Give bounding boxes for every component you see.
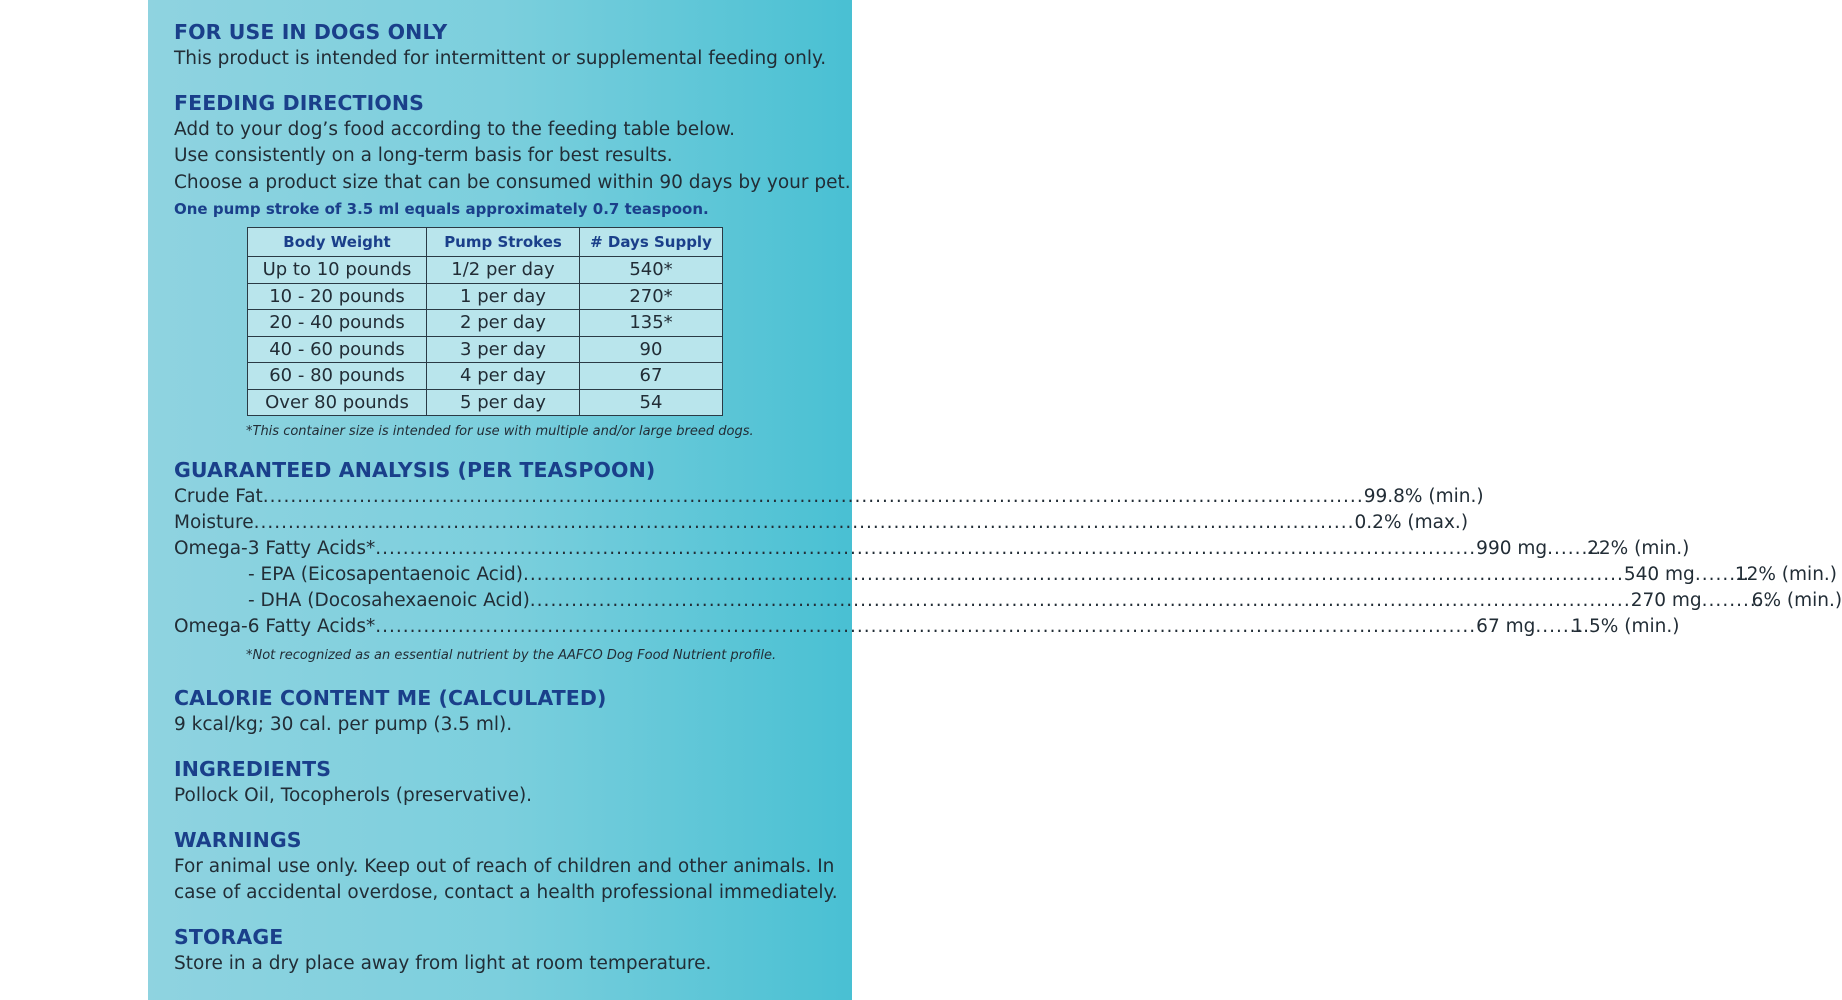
- leader-dots: ..........: [1701, 590, 1771, 611]
- analysis-amount: 990 mg: [1476, 538, 1548, 559]
- table-cell: 20 - 40 pounds: [248, 310, 427, 337]
- analysis-row: [174, 616, 1680, 637]
- feeding-line: Add to your dog’s food according to the feeding table below.: [174, 119, 735, 140]
- table-cell: 4 per day: [427, 363, 580, 390]
- table-cell: 1 per day: [427, 283, 580, 310]
- ingredients-text: Pollock Oil, Tocopherols (preservative).: [174, 785, 533, 806]
- table-row: [248, 310, 723, 337]
- analysis-value: 1.5% (min.): [1571, 616, 1680, 637]
- analysis-row: [174, 512, 1469, 533]
- column-header: Pump Strokes: [427, 228, 580, 257]
- analysis-amount: 540 mg: [1623, 564, 1695, 585]
- pump-note: One pump stroke of 3.5 ml equals approximately 0.7 teaspoon.: [174, 200, 709, 218]
- table-cell: 60 - 80 pounds: [248, 363, 427, 390]
- use-heading: FOR USE IN DOGS ONLY: [174, 20, 448, 44]
- analysis-value: 22% (min.): [1587, 538, 1690, 559]
- analysis-row: [174, 538, 1690, 559]
- leader-dots: [263, 486, 1364, 507]
- ingredients-heading: INGREDIENTS: [174, 757, 332, 781]
- table-footnote: *This container size is intended for use with multiple and/or large breed dogs.: [246, 424, 754, 439]
- analysis-label: Crude Fat: [174, 486, 263, 507]
- table-row: [248, 257, 723, 284]
- leader-dots: ........: [1547, 538, 1603, 559]
- analysis-label: - EPA (Eicosapentaenoic Acid): [248, 564, 523, 585]
- table-cell: 10 - 20 pounds: [248, 283, 427, 310]
- table-cell: 2 per day: [427, 310, 580, 337]
- column-header: # Days Supply: [580, 228, 723, 257]
- analysis-label: - DHA (Docosahexaenoic Acid): [248, 590, 530, 611]
- analysis-value: 12% (min.): [1734, 564, 1838, 585]
- analysis-amount: 67 mg: [1476, 616, 1536, 637]
- feeding-table: [247, 227, 723, 416]
- table-cell: 67: [580, 363, 723, 390]
- warnings-heading: WARNINGS: [174, 828, 302, 852]
- table-cell: 1/2 per day: [427, 257, 580, 284]
- table-cell: 540*: [580, 257, 723, 284]
- analysis-footnote: *Not recognized as an essential nutrient by the AAFCO Dog Food Nutrient profile.: [246, 648, 777, 663]
- leader-dots: [375, 616, 1476, 637]
- analysis-row: [248, 564, 1838, 585]
- analysis-amount: 270 mg: [1630, 590, 1702, 611]
- table-cell: Up to 10 pounds: [248, 257, 427, 284]
- table-cell: 90: [580, 336, 723, 363]
- table-cell: 40 - 60 pounds: [248, 336, 427, 363]
- analysis-row: [248, 590, 1842, 611]
- analysis-value: 99.8% (min.): [1363, 486, 1484, 507]
- analysis-label: Omega-3 Fatty Acids*: [174, 538, 376, 559]
- table-row: [248, 363, 723, 390]
- leader-dots: .......: [1535, 616, 1584, 637]
- use-text: This product is intended for intermittent or supplemental feeding only.: [174, 48, 827, 69]
- storage-heading: STORAGE: [174, 925, 284, 949]
- column-header: Body Weight: [248, 228, 427, 257]
- analysis-value: 6% (min.): [1751, 590, 1842, 611]
- analysis-value: 0.2% (max.): [1354, 512, 1469, 533]
- feeding-line: Use consistently on a long-term basis for best results.: [174, 145, 673, 166]
- table-cell: 5 per day: [427, 389, 580, 416]
- calorie-text: 9 kcal/kg; 30 cal. per pump (3.5 ml).: [174, 714, 513, 735]
- analysis-label: Omega-6 Fatty Acids*: [174, 616, 376, 637]
- analysis-label: Moisture: [174, 512, 254, 533]
- leader-dots: [254, 512, 1355, 533]
- warnings-line: For animal use only. Keep out of reach of children and other animals. In: [174, 856, 835, 877]
- table-row: [248, 336, 723, 363]
- table-header-row: [248, 228, 723, 257]
- feeding-heading: FEEDING DIRECTIONS: [174, 91, 425, 115]
- table-row: [248, 389, 723, 416]
- table-cell: 54: [580, 389, 723, 416]
- table-cell: Over 80 pounds: [248, 389, 427, 416]
- analysis-heading: GUARANTEED ANALYSIS (PER TEASPOON): [174, 458, 656, 482]
- leader-dots: [530, 590, 1631, 611]
- calorie-heading: CALORIE CONTENT ME (CALCULATED): [174, 686, 607, 710]
- storage-text: Store in a dry place away from light at room temperature.: [174, 953, 712, 974]
- table-cell: 135*: [580, 310, 723, 337]
- leader-dots: ........: [1694, 564, 1750, 585]
- feeding-line: Choose a product size that can be consumed within 90 days by your pet.: [174, 172, 851, 193]
- analysis-row: [174, 486, 1484, 507]
- table-row: [248, 283, 723, 310]
- leader-dots: [375, 538, 1476, 559]
- table-cell: 270*: [580, 283, 723, 310]
- warnings-line: case of accidental overdose, contact a health professional immediately.: [174, 882, 838, 903]
- table-cell: 3 per day: [427, 336, 580, 363]
- leader-dots: [523, 564, 1624, 585]
